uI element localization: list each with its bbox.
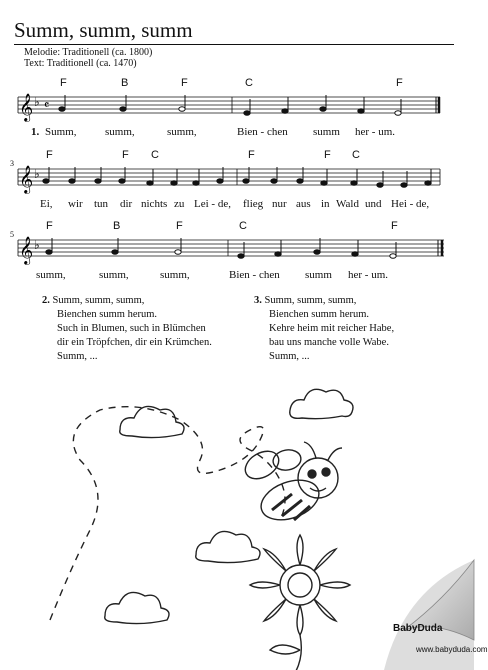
page-title: Summ, summ, summ <box>14 18 193 42</box>
note <box>119 179 125 184</box>
verse-line: Summ, summ, summ, <box>264 295 357 306</box>
treble-clef-icon: 𝄞 <box>19 236 34 264</box>
verse-line: Bienchen summ herum. <box>57 309 158 320</box>
lyric: Hei - de, <box>391 198 430 210</box>
brand-logo: BabyDuda <box>393 623 443 634</box>
note <box>401 183 407 188</box>
lyric: tun <box>94 198 109 210</box>
chord: F <box>122 149 129 161</box>
note <box>217 179 223 184</box>
lyric: summ <box>305 269 332 281</box>
flower-icon <box>250 535 350 670</box>
chord: F <box>248 149 255 161</box>
lyric: summ, <box>36 269 66 281</box>
lyric: wir <box>68 198 83 210</box>
lyric: Summ, <box>45 126 77 138</box>
verse-line: dir ein Tröpfchen, dir ein Krümchen. <box>57 337 212 348</box>
verse-number: 3. <box>254 295 262 306</box>
chord: F <box>181 77 188 89</box>
chord: F <box>46 149 53 161</box>
cloud-icon <box>290 389 353 418</box>
lyric: in <box>321 198 330 210</box>
lyric: summ, <box>160 269 190 281</box>
svg-text:♭: ♭ <box>34 95 40 109</box>
verse-number: 2. <box>42 295 50 306</box>
text-credit: Text: Traditionell (ca. 1470) <box>24 58 137 69</box>
chord: F <box>396 77 403 89</box>
chord: F <box>324 149 331 161</box>
chord: C <box>239 220 247 232</box>
svg-text:♭: ♭ <box>34 238 40 252</box>
title-rule <box>14 44 454 45</box>
lyric: aus <box>296 198 311 210</box>
lyric: her - um. <box>348 269 389 281</box>
note <box>425 181 431 186</box>
lyric: summ, <box>105 126 135 138</box>
lyric: her - um. <box>355 126 396 138</box>
treble-clef-icon: 𝄞 <box>19 93 34 121</box>
website-link[interactable]: www.babyduda.com <box>416 645 488 654</box>
verse-line: Bienchen summ herum. <box>269 309 370 320</box>
svg-text:♭: ♭ <box>34 167 40 181</box>
melody-credit: Melodie: Traditionell (ca. 1800) <box>24 47 153 58</box>
lyric: Bien - chen <box>237 126 288 138</box>
note <box>271 179 277 184</box>
chord: C <box>245 77 253 89</box>
chord: B <box>121 77 129 89</box>
verse-line: bau uns manche volle Wabe. <box>269 337 389 348</box>
cloud-icon <box>196 531 260 562</box>
note <box>297 179 303 184</box>
chord: F <box>391 220 398 232</box>
note <box>171 181 177 186</box>
verse-line: Summ, ... <box>269 351 310 362</box>
note <box>69 179 75 184</box>
chord: F <box>46 220 53 232</box>
lyric: nur <box>272 198 287 210</box>
treble-clef-icon: 𝄞 <box>19 165 34 193</box>
note <box>193 181 199 186</box>
cloud-icon <box>120 406 184 437</box>
note <box>147 181 153 186</box>
note <box>351 181 357 186</box>
lyric: summ <box>313 126 340 138</box>
lyric: summ, <box>167 126 197 138</box>
lyric: nichts <box>141 198 168 210</box>
note <box>95 179 101 184</box>
verse-line: Summ, summ, summ, <box>52 295 145 306</box>
note <box>377 183 383 188</box>
lyric: Wald <box>336 198 359 210</box>
note <box>43 179 49 184</box>
chord: F <box>60 77 67 89</box>
chord: C <box>151 149 159 161</box>
measure-number: 3 <box>10 159 14 168</box>
chord: F <box>176 220 183 232</box>
note <box>243 179 249 184</box>
verse-line: Summ, ... <box>57 351 98 362</box>
svg-text:𝄴: 𝄴 <box>44 98 50 112</box>
verse-line: Such in Blumen, such in Blümchen <box>57 323 206 334</box>
lyric: und <box>365 198 382 210</box>
lyric: Bien - chen <box>229 269 280 281</box>
lyric: flieg <box>243 198 264 210</box>
lyric: dir <box>120 198 133 210</box>
verse-3 <box>254 294 394 364</box>
verse-number: 1. <box>31 126 40 138</box>
lyric: summ, <box>99 269 129 281</box>
cloud-icon <box>105 592 169 623</box>
note <box>321 181 327 186</box>
verse-line: Kehre heim mit reicher Habe, <box>269 323 395 334</box>
lyric: zu <box>174 198 185 210</box>
bee-icon <box>240 442 342 527</box>
chord: B <box>113 220 121 232</box>
measure-number: 5 <box>10 230 14 239</box>
lyric: Lei - de, <box>194 198 231 210</box>
chord: C <box>352 149 360 161</box>
verse-2 <box>42 294 212 364</box>
lyric: Ei, <box>40 198 53 210</box>
